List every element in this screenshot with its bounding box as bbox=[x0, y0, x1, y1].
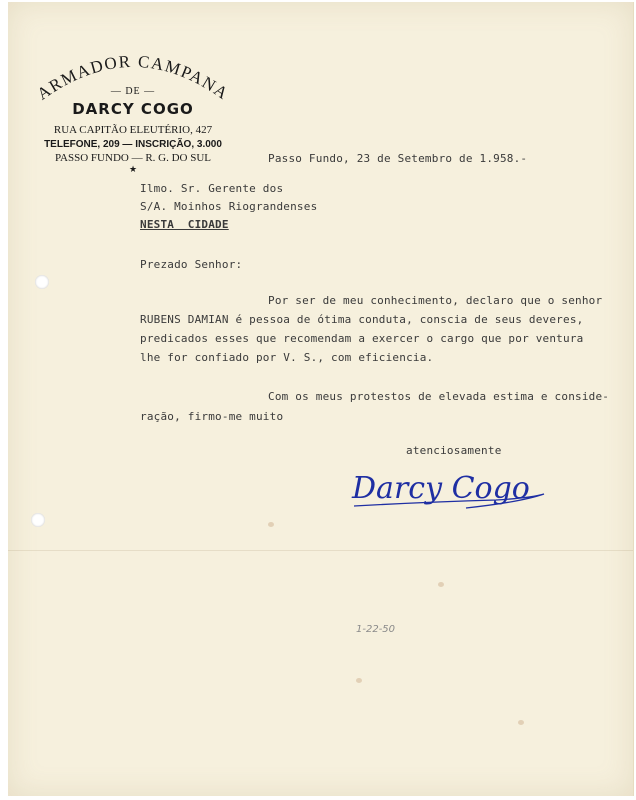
body-line: Com os meus protestos de elevada estima e conside- bbox=[268, 390, 610, 403]
signature-text: Darcy Cogo bbox=[352, 471, 530, 506]
letterhead-city: PASSO FUNDO — R. G. DO SUL bbox=[54, 152, 212, 164]
letterhead-address: RUA CAPITÃO ELEUTÉRIO, 427 bbox=[53, 124, 213, 136]
letterhead-phone: TELEFONE, 209 — INSCRIÇÃO, 3.000 bbox=[44, 139, 222, 150]
body-line: RUBENS DAMIAN é pessoa de ótima conduta, conscia de seus deveres, bbox=[140, 313, 584, 326]
letterhead-connector: — DE — bbox=[110, 86, 156, 97]
stain-spot bbox=[438, 582, 444, 587]
company-arc-text: ARMADOR CAMPANA bbox=[33, 51, 233, 104]
body-line: predicados esses que recomendam a exercer o cargo que por ventura bbox=[140, 332, 584, 345]
stain-spot bbox=[518, 720, 524, 725]
fold-line bbox=[8, 550, 633, 551]
letterhead-name: DARCY COGO bbox=[72, 100, 194, 118]
body-line: ração, firmo-me muito bbox=[140, 410, 284, 423]
stain-spot bbox=[356, 678, 362, 683]
star-icon: ★ bbox=[128, 164, 138, 174]
recipient-city: NESTA CIDADE bbox=[140, 218, 229, 231]
stain-spot bbox=[268, 522, 274, 527]
recipient-line: Ilmo. Sr. Gerente dos bbox=[140, 182, 284, 195]
closing: atenciosamente bbox=[406, 444, 502, 457]
body-line: lhe for confiado por V. S., com eficiencia. bbox=[140, 351, 434, 364]
body-line: Por ser de meu conhecimento, declaro que o senhor bbox=[268, 294, 603, 307]
date-line: Passo Fundo, 23 de Setembro de 1.958.- bbox=[268, 152, 528, 165]
punch-hole-top bbox=[35, 275, 49, 289]
salutation: Prezado Senhor: bbox=[140, 258, 243, 271]
pencil-note: 1-22-50 bbox=[356, 624, 396, 635]
signature bbox=[346, 458, 556, 518]
punch-hole-bottom bbox=[31, 513, 45, 527]
recipient-line: S/A. Moinhos Riograndenses bbox=[140, 200, 318, 213]
